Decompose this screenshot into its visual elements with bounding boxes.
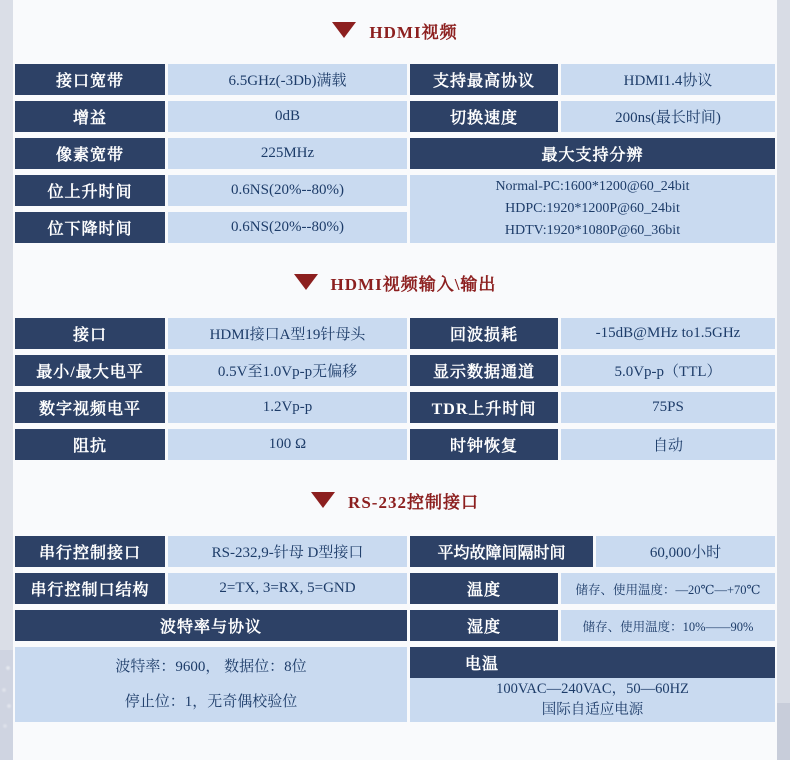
spec-label-cell: 最小/最大电平 xyxy=(15,355,165,386)
spec-value-cell: 0.5V至1.0Vp-p无偏移 xyxy=(168,355,407,386)
spec-label-cell: 支持最高协议 xyxy=(410,64,558,95)
spec-value-cell: 225MHz xyxy=(168,138,407,169)
spec-label-cell: 串行控制接口 xyxy=(15,536,165,567)
spec-value-cell: 1.2Vp-p xyxy=(168,392,407,423)
table-row xyxy=(410,64,775,95)
spec-label-cell: 阻抗 xyxy=(15,429,165,460)
max-resolution-values xyxy=(410,175,775,243)
table-row xyxy=(410,573,775,604)
baud-protocol-values xyxy=(15,647,407,722)
spec-label-cell: 接口 xyxy=(15,318,165,349)
spec-value-cell: 0.6NS(20%--80%) xyxy=(168,175,407,206)
spec-label-cell: 时钟恢复 xyxy=(410,429,558,460)
table-row xyxy=(410,318,775,349)
spec-label-cell: 切换速度 xyxy=(410,101,558,132)
table-row xyxy=(15,64,407,95)
spec-label-cell: 像素宽带 xyxy=(15,138,165,169)
baud-protocol-header: 波特率与协议 xyxy=(15,610,407,641)
section-title-hdmi-io xyxy=(15,270,775,294)
table-row xyxy=(15,573,407,604)
table-row xyxy=(410,355,775,386)
table-row xyxy=(410,101,775,132)
section-title-hdmi-video xyxy=(15,18,775,42)
resolution-line: HDPC:1920*1200P@60_24bit xyxy=(505,201,680,216)
table-row xyxy=(410,429,775,460)
section-title-text: RS-232控制接口 xyxy=(348,492,479,512)
spec-value-cell: 5.0Vp-p（TTL） xyxy=(561,355,775,386)
spec-label-cell: 串行控制口结构 xyxy=(15,573,165,604)
baud-line: 停止位：1，无奇偶校验位 xyxy=(124,693,298,710)
table-row xyxy=(410,610,775,641)
table-row xyxy=(15,212,407,243)
table-row xyxy=(15,536,407,567)
hdmi-io-table xyxy=(15,318,775,460)
spec-label-cell: 增益 xyxy=(15,101,165,132)
spec-value-cell: -15dB@MHz to1.5GHz xyxy=(561,318,775,349)
rs232-table xyxy=(15,536,775,722)
spec-label-cell: 湿度 xyxy=(410,610,558,641)
spec-label-cell: 位上升时间 xyxy=(15,175,165,206)
left-edge-decoration xyxy=(0,0,13,760)
power-line: 国际自适应电源 xyxy=(541,702,644,718)
spec-label-cell: 位下降时间 xyxy=(15,212,165,243)
resolution-line: Normal-PC:1600*1200@60_24bit xyxy=(495,179,690,194)
section-title-rs232 xyxy=(15,488,775,512)
triangle-down-icon xyxy=(332,22,356,38)
table-row xyxy=(15,355,407,386)
spec-value-cell: HDMI1.4协议 xyxy=(561,64,775,95)
spec-label-cell: 接口宽带 xyxy=(15,64,165,95)
table-row xyxy=(15,138,407,169)
right-edge-decoration xyxy=(777,0,790,760)
table-row xyxy=(15,175,407,206)
resolution-line: HDTV:1920*1080P@60_36bit xyxy=(504,223,681,238)
spec-sheet xyxy=(15,18,775,722)
spec-value-cell: HDMI接口A型19针母头 xyxy=(168,318,407,349)
baud-line: 波特率：9600， 数据位：8位 xyxy=(115,658,307,675)
hdmi-video-table xyxy=(15,64,775,243)
spec-label-cell: 数字视频电平 xyxy=(15,392,165,423)
max-resolution-header: 最大支持分辨 xyxy=(410,138,775,169)
table-row xyxy=(15,392,407,423)
spec-value-cell: 6.5GHz(-3Db)满载 xyxy=(168,64,407,95)
table-row xyxy=(15,318,407,349)
section-title-text: HDMI视频 xyxy=(369,22,458,42)
triangle-down-icon xyxy=(294,274,318,290)
spec-label-cell: TDR上升时间 xyxy=(410,392,558,423)
power-line: 100VAC—240VAC，50—60HZ xyxy=(496,681,689,697)
spec-label-cell: 温度 xyxy=(410,573,558,604)
spec-value-cell: 自动 xyxy=(561,429,775,460)
spec-label-cell: 平均故障间隔时间 xyxy=(410,536,593,567)
table-row xyxy=(410,392,775,423)
power-block xyxy=(410,647,775,722)
spec-value-cell: 100 Ω xyxy=(168,429,407,460)
spec-label-cell: 回波损耗 xyxy=(410,318,558,349)
spec-value-cell: 200ns(最长时间) xyxy=(561,101,775,132)
power-header: 电温 xyxy=(410,647,775,678)
table-row xyxy=(410,536,775,567)
spec-value-cell: RS-232,9-针母 D型接口 xyxy=(168,536,407,567)
spec-value-cell: 2=TX, 3=RX, 5=GND xyxy=(168,573,407,604)
power-values xyxy=(410,678,775,722)
spec-value-cell: 0dB xyxy=(168,101,407,132)
triangle-down-icon xyxy=(311,492,335,508)
spec-value-cell: 75PS xyxy=(561,392,775,423)
spec-value-cell: 储存、使用温度：10%——90% xyxy=(561,610,775,641)
spec-label-cell: 显示数据通道 xyxy=(410,355,558,386)
table-row xyxy=(15,101,407,132)
section-title-text: HDMI视频输入\输出 xyxy=(330,274,497,294)
table-row xyxy=(15,429,407,460)
spec-value-cell: 0.6NS(20%--80%) xyxy=(168,212,407,243)
spec-value-cell: 60,000小时 xyxy=(596,536,775,567)
spec-value-cell: 储存、使用温度：—20℃—+70℃ xyxy=(561,573,775,604)
